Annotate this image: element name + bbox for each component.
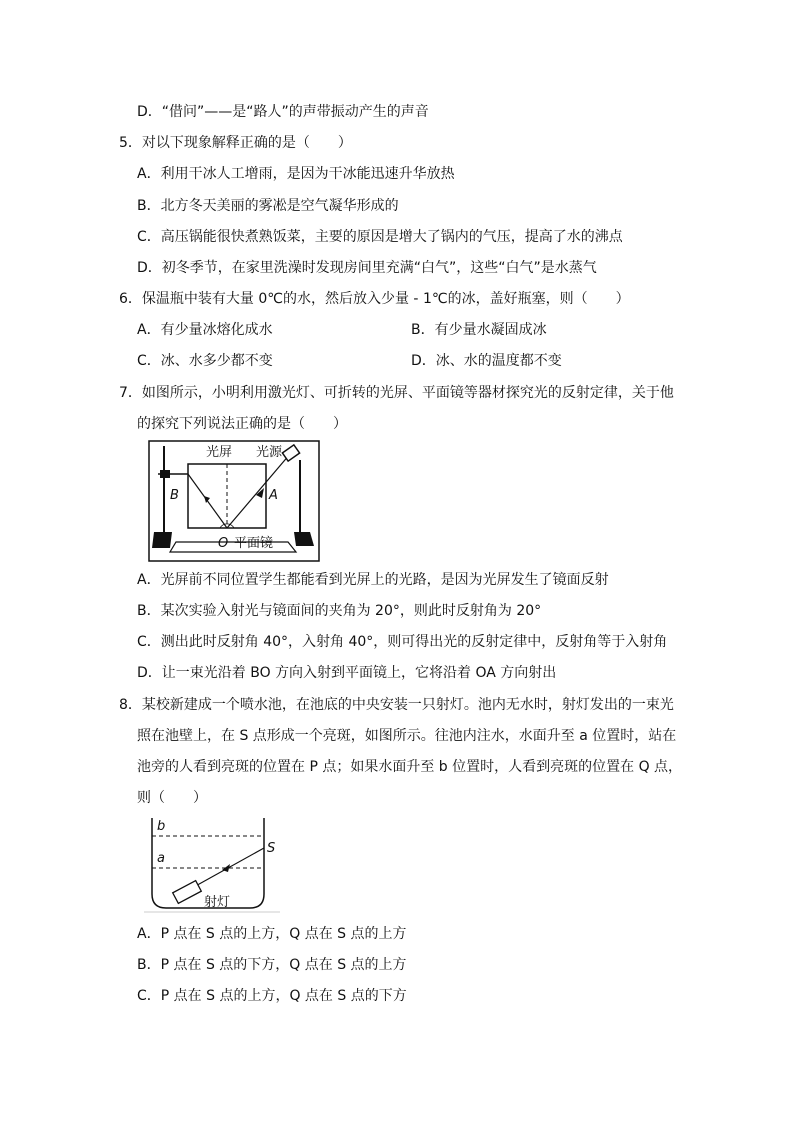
right-stand-base <box>294 532 314 546</box>
q5-option-b: B．北方冬天美丽的雾凇是空气凝华形成的 <box>137 198 399 214</box>
q5-option-a: A．利用干冰人工增雨，是因为干冰能迅速升华放热 <box>137 166 455 182</box>
q7-option-a: A．光屏前不同位置学生都能看到光屏上的光路，是因为光屏发生了镜面反射 <box>137 572 609 588</box>
q7-option-c: C．测出此时反射角 40°，入射角 40°，则可得出光的反射定律中，反射角等于入射角 <box>137 634 668 650</box>
q8-option-c: C．P 点在 S 点的上方，Q 点在 S 点的下方 <box>137 988 407 1004</box>
q6-option-a: A．有少量冰熔化成水 <box>137 322 273 338</box>
label-source: 光源 <box>256 445 283 460</box>
label-a: A <box>269 488 278 503</box>
laser-source <box>282 445 299 461</box>
q5-stem: 5．对以下现象解释正确的是（ ） <box>119 135 352 151</box>
q7-stem-line1: 7．如图所示，小明利用激光灯、可折转的光屏、平面镜等器材探究光的反射定律，关于他 <box>119 385 674 401</box>
q8-pool-figure <box>140 812 285 914</box>
label-o: O <box>218 536 229 551</box>
q7-option-b: B．某次实验入射光与镜面间的夹角为 20°，则此时反射角为 20° <box>137 603 542 619</box>
left-stand-base <box>152 532 172 548</box>
label-screen: 光屏 <box>206 445 233 460</box>
q7-option-d: D．让一束光沿着 BO 方向入射到平面镜上，它将沿着 OA 方向射出 <box>137 665 557 681</box>
q8-stem-line4: 则（ ） <box>137 790 207 806</box>
q7-figure-svg <box>148 440 320 562</box>
label-a: a <box>157 851 165 866</box>
q8-option-a: A．P 点在 S 点的上方，Q 点在 S 点的上方 <box>137 926 407 942</box>
q4-option-d: D．“借问”——是“路人”的声带振动产生的声音 <box>137 104 429 120</box>
q8-figure-svg <box>140 812 285 914</box>
label-lamp: 射灯 <box>204 895 231 910</box>
q8-stem-line3: 池旁的人看到亮斑的位置在 P 点；如果水面升至 b 位置时，人看到亮斑的位置在 Q 点， <box>137 759 683 775</box>
q6-option-b: B．有少量水凝固成冰 <box>411 322 547 338</box>
q7-reflection-figure <box>148 440 320 562</box>
q6-option-d: D．冰、水的温度都不变 <box>411 353 562 369</box>
label-b: b <box>157 819 166 834</box>
q6-stem: 6．保温瓶中装有大量 0℃的水，然后放入少量 - 1℃的冰，盖好瓶塞，则（ ） <box>119 291 630 307</box>
q5-option-d: D．初冬季节，在家里洗澡时发现房间里充满“白气”，这些“白气”是水蒸气 <box>137 260 597 276</box>
label-b: B <box>170 488 179 503</box>
label-s: S <box>267 841 276 856</box>
q5-option-c: C．高压锅能很快煮熟饭菜，主要的原因是增大了锅内的气压，提高了水的沸点 <box>137 229 623 245</box>
spotlight <box>173 881 202 904</box>
mirror-plate <box>170 542 296 552</box>
q7-stem-line2: 的探究下列说法正确的是（ ） <box>137 416 347 432</box>
q8-stem-line2: 照在池壁上，在 S 点形成一个亮斑，如图所示。往池内注水，水面升至 a 位置时，站在 <box>137 728 677 744</box>
label-mirror: 平面镜 <box>234 536 274 551</box>
q8-option-b: B．P 点在 S 点的下方，Q 点在 S 点的上方 <box>137 957 407 973</box>
q6-option-c: C．冰、水多少都不变 <box>137 353 273 369</box>
q8-stem-line1: 8．某校新建成一个喷水池，在池底的中央安装一只射灯。池内无水时，射灯发出的一束光 <box>119 697 674 713</box>
